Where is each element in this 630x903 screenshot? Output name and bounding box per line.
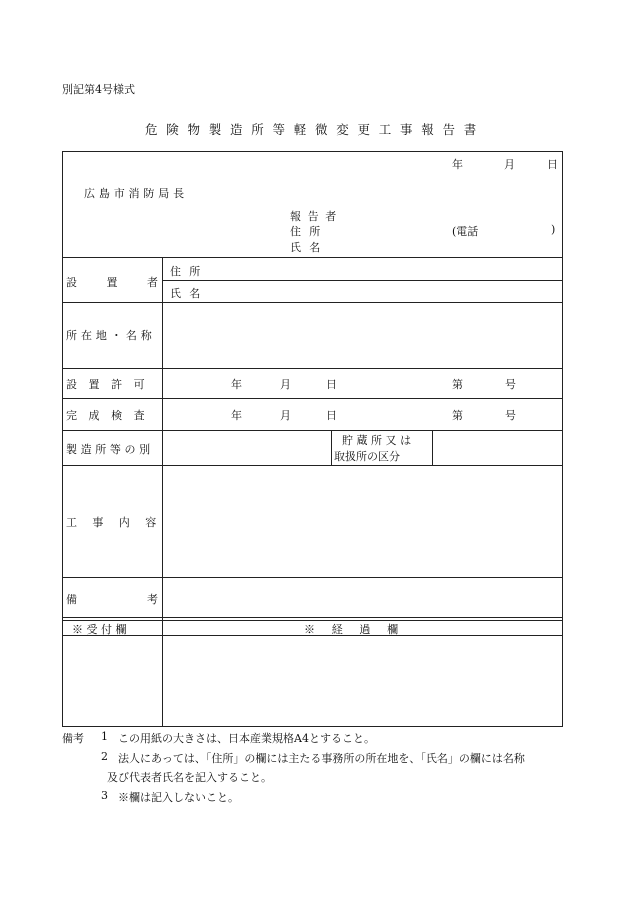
note-number: 1 <box>101 730 108 743</box>
inspection-no-prefix: 第 <box>452 409 463 422</box>
note-text-continued: 及び代表者氏名を記入すること。 <box>107 771 272 784</box>
work-content-label: 工事内容 <box>66 516 172 529</box>
remarks-label <box>66 591 158 607</box>
permit-month: 月 <box>280 378 291 391</box>
installer-label-text-2: 置 <box>106 276 118 289</box>
inspection-day: 日 <box>326 409 337 422</box>
remarks-label-text-1: 備 <box>66 593 77 606</box>
remarks-label-text-2: 考 <box>147 593 158 606</box>
date-day: 日 <box>547 158 558 171</box>
storage-class-label-1: 貯蔵所又は <box>342 434 415 447</box>
inspection-year: 年 <box>231 409 242 422</box>
note-text: 法人にあっては、「住所」の欄には主たる事務所の所在地を、「氏名」の欄には名称 <box>118 752 525 765</box>
row-divider <box>62 398 563 399</box>
storage-class-label-2: 取扱所の区分 <box>334 450 400 463</box>
installer-name-label: 氏名 <box>170 287 209 300</box>
row-divider <box>62 577 563 578</box>
progress-column-label: ※ 経 過 欄 <box>304 623 399 636</box>
row-divider <box>62 465 563 466</box>
inspection-month: 月 <box>280 409 291 422</box>
permit-no-prefix: 第 <box>452 378 463 391</box>
row-divider <box>62 302 563 303</box>
note-number: 3 <box>101 789 108 802</box>
note-number: 2 <box>101 750 108 763</box>
reporter-heading: 報告者 <box>290 210 343 223</box>
reception-column-label: ※ 受 付 欄 <box>72 623 127 636</box>
inspection-label: 完成検査 <box>66 409 157 422</box>
row-divider <box>62 430 563 431</box>
permit-day: 日 <box>326 378 337 391</box>
row-divider <box>162 280 563 281</box>
form-title: 危険物製造所等軽微変更工事報告書 <box>144 122 485 137</box>
installer-address-label: 住所 <box>170 265 209 278</box>
date-year: 年 <box>452 158 463 171</box>
reporter-name-label: 氏名 <box>290 241 329 254</box>
facility-type-label: 製造所等の別 <box>66 443 154 456</box>
reporter-address-label: 住所 <box>290 225 329 238</box>
installer-label <box>66 274 158 290</box>
addressee: 広島市消防局長 <box>84 187 188 200</box>
column-divider <box>162 257 163 727</box>
row-divider <box>62 257 563 258</box>
note-text: この用紙の大きさは、日本産業規格A4とすること。 <box>118 732 375 745</box>
notes-heading: 備考 <box>62 732 84 745</box>
column-divider <box>331 430 332 465</box>
phone-open: (電話 <box>452 225 479 238</box>
location-label: 所在地・名称 <box>66 329 156 342</box>
permit-year: 年 <box>231 378 242 391</box>
note-text: ※欄は記入しないこと。 <box>118 791 239 804</box>
row-divider <box>62 368 563 369</box>
phone-close: ) <box>551 223 556 236</box>
permit-label: 設置許可 <box>66 378 157 391</box>
permit-no-suffix: 号 <box>505 378 516 391</box>
installer-label-text-3: 者 <box>147 276 158 289</box>
column-divider <box>432 430 433 465</box>
date-month: 月 <box>504 158 515 171</box>
form-number-label: 別記第4号様式 <box>62 83 135 96</box>
installer-label-text-1: 設 <box>66 276 77 289</box>
row-divider <box>62 617 563 618</box>
inspection-no-suffix: 号 <box>505 409 516 422</box>
